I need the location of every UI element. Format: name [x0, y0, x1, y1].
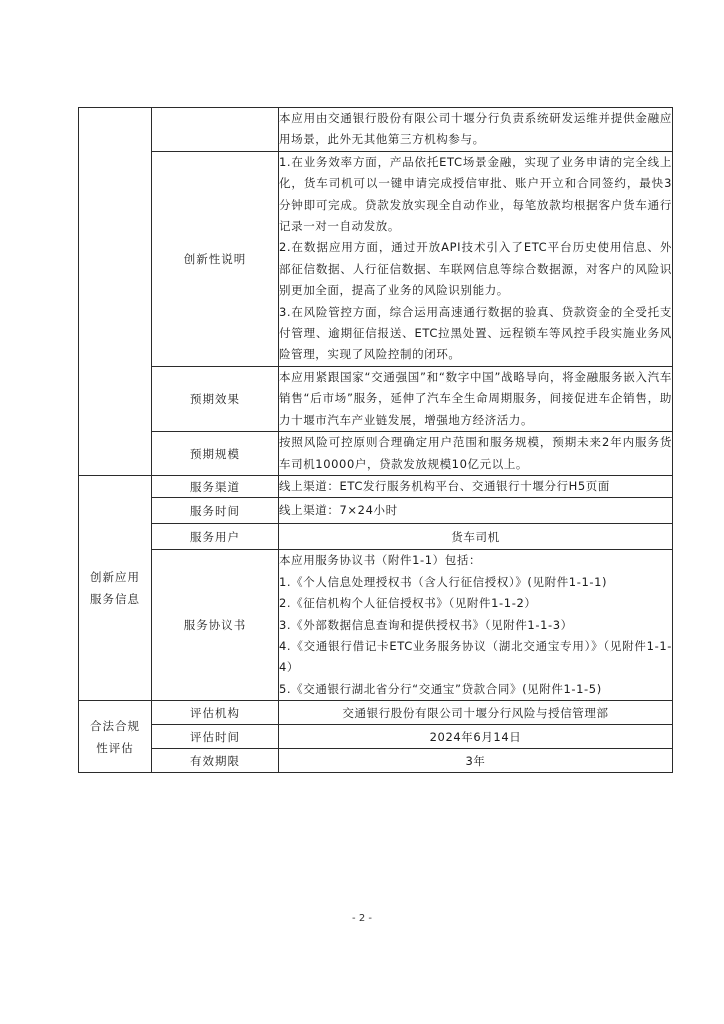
section-compliance — [79, 701, 152, 773]
agreement-line-1: 1.《个人信息处理授权书（含人行征信授权）》(见附件1-1-1) — [279, 574, 608, 589]
expected-effect-text: 本应用紧跟国家“交通强国”和“数字中国”战略导向，将金融服务嵌入汽车销售“后市场”服务，延伸了汽车全生命周期服务，间接促进车企销售，助力十堰市汽车产业链发展，增强地方经济活力。 — [279, 366, 673, 431]
service-agreement-label: 服务协议书 — [152, 550, 279, 701]
service-time-row — [79, 498, 673, 524]
expected-effect-row — [79, 366, 673, 431]
innovation-row — [79, 151, 673, 366]
intro-label-cell — [152, 108, 279, 152]
eval-org-label: 评估机构 — [152, 701, 279, 725]
innovation-paragraph-1: 1.在业务效率方面，产品依托ETC场景金融，实现了业务申请的完全线上化，货车司机可以一键申请完成授信审批、账户开立和合同签约，最快3分钟即可完成。贷款发放实现全自动作业，每笔放款均根据客户货车通行记录一对一自动发放。 — [279, 154, 672, 234]
expected-scale-label: 预期规模 — [152, 432, 279, 476]
page-number: - 2 - — [352, 913, 372, 924]
service-agreement-row — [79, 550, 673, 701]
section-compliance-line1: 合法合规 — [90, 718, 140, 733]
eval-org-row — [79, 701, 673, 725]
service-channel-label: 服务渠道 — [152, 475, 279, 497]
service-users-text: 货车司机 — [279, 524, 673, 550]
section-cell-blank — [79, 108, 152, 476]
service-channel-row — [79, 475, 673, 497]
innovation-paragraph-3: 3.在风险管控方面，综合运用高速通行数据的验真、贷款资金的全受托支付管理、逾期征信报送、ETC拉黑处置、远程锁车等风控手段实施业务风险管理，实现了风险控制的闭环。 — [279, 304, 672, 362]
eval-org-text: 交通银行股份有限公司十堰分行风险与授信管理部 — [279, 701, 673, 725]
agreement-line-intro: 本应用服务协议书（附件1-1）包括： — [279, 553, 482, 568]
eval-time-label: 评估时间 — [152, 725, 279, 749]
eval-time-row — [79, 725, 673, 749]
service-users-label: 服务用户 — [152, 524, 279, 550]
expected-scale-row — [79, 432, 673, 476]
service-time-text: 线上渠道：7×24小时 — [279, 498, 673, 524]
service-agreement-content — [279, 550, 673, 701]
application-info-table — [78, 107, 673, 773]
service-users-row — [79, 524, 673, 550]
eval-time-text: 2024年6月14日 — [279, 725, 673, 749]
validity-text: 3年 — [279, 749, 673, 773]
agreement-line-3: 3.《外部数据信息查询和提供授权书》（见附件1-1-3） — [279, 617, 573, 632]
expected-scale-text: 按照风险可控原则合理确定用户范围和服务规模，预期未来2年内服务货车司机10000户，贷款发放规模10亿元以上。 — [279, 432, 673, 476]
validity-label: 有效期限 — [152, 749, 279, 773]
validity-row — [79, 749, 673, 773]
section-service-line1: 创新应用 — [90, 570, 140, 585]
agreement-line-5: 5.《交通银行湖北省分行“交通宝”贷款合同》(见附件1-1-5) — [279, 681, 602, 696]
intro-text: 本应用由交通银行股份有限公司十堰分行负责系统研发运维并提供金融应用场景，此外无其他第三方机构参与。 — [279, 108, 673, 152]
expected-effect-label: 预期效果 — [152, 366, 279, 431]
section-service-line2: 服务信息 — [90, 592, 140, 607]
innovation-label: 创新性说明 — [152, 151, 279, 366]
agreement-line-4: 4.《交通银行借记卡ETC业务服务协议（湖北交通宝专用）》（见附件1-1-4） — [279, 638, 672, 675]
intro-row — [79, 108, 673, 152]
section-compliance-line2: 性评估 — [96, 740, 134, 755]
service-channel-text: 线上渠道：ETC发行服务机构平台、交通银行十堰分行H5页面 — [279, 475, 673, 497]
innovation-paragraph-2: 2.在数据应用方面，通过开放API技术引入了ETC平台历史使用信息、外部征信数据、人行征信数据、车联网信息等综合数据源，对客户的风险识别更加全面，提高了业务的风险识别能力。 — [279, 240, 672, 298]
section-service-info — [79, 475, 152, 700]
agreement-line-2: 2.《征信机构个人征信授权书》（见附件1-1-2） — [279, 596, 537, 611]
service-time-label: 服务时间 — [152, 498, 279, 524]
innovation-content — [279, 151, 673, 366]
